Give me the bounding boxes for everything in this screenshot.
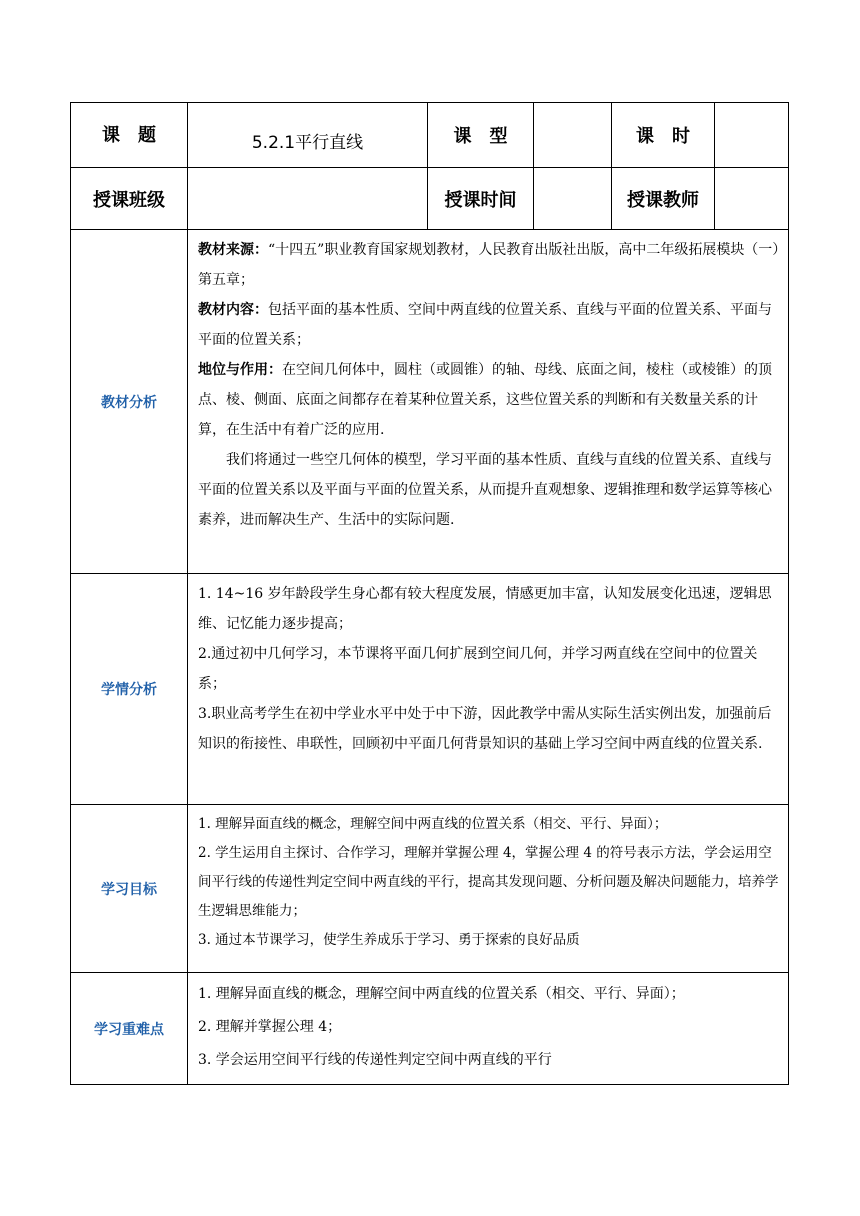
objectives-label: 学习目标	[71, 805, 188, 973]
header-row-topic	[71, 103, 789, 168]
textbook-content	[198, 295, 780, 355]
student-analysis-row	[71, 574, 789, 805]
key-points-row	[71, 973, 789, 1085]
teacher-value	[715, 168, 789, 230]
objectives-content	[188, 805, 789, 973]
student-analysis-content	[188, 574, 789, 805]
teacher-label: 授课教师	[612, 168, 715, 230]
header-row-class	[71, 168, 789, 230]
student-item: 1. 14~16 岁年龄段学生身心都有较大程度发展，情感更加丰富，认知发展变化迅速，逻辑思维、记忆能力逐步提高；	[198, 586, 772, 632]
key-point-item: 1. 理解异面直线的概念，理解空间中两直线的位置关系（相交、平行、异面）；	[198, 986, 685, 1002]
time-value	[534, 168, 612, 230]
hours-value	[715, 103, 789, 168]
textbook-analysis-content	[188, 230, 789, 574]
objective-item: 3. 通过本节课学习，使学生养成乐于学习、勇于探索的良好品质	[198, 932, 580, 948]
source-text: “十四五”职业教育国家规划教材，人民教育出版社出版，高中二年级拓展模块（一）第五章；	[198, 242, 780, 288]
type-label: 课 型	[428, 103, 534, 168]
key-point-item: 2. 理解并掌握公理 4；	[198, 1019, 342, 1035]
student-item: 2.通过初中几何学习，本节课将平面几何扩展到空间几何，并学习两直线在空间中的位置关系；	[198, 646, 758, 692]
student-item: 3.职业高考学生在初中学业水平中处于中下游，因此教学中需从实际生活实例出发，加强前后知识的衔接性、串联性，回顾初中平面几何背景知识的基础上学习空间中两直线的位置关系.	[198, 706, 772, 752]
key-points-label: 学习重难点	[71, 973, 188, 1085]
content-text: 包括平面的基本性质、空间中两直线的位置关系、直线与平面的位置关系、平面与平面的位置关系；	[198, 302, 772, 348]
topic-label: 课 题	[71, 103, 188, 168]
objectives-row	[71, 805, 789, 973]
class-label: 授课班级	[71, 168, 188, 230]
textbook-analysis-row	[71, 230, 789, 574]
key-points-content	[188, 973, 789, 1085]
topic-value: 5.2.1平行直线	[188, 103, 428, 168]
class-value	[188, 168, 428, 230]
source-label: 教材来源：	[198, 242, 268, 258]
lesson-plan-table	[70, 102, 789, 1085]
objective-item: 2. 学生运用自主探讨、合作学习，理解并掌握公理 4，掌握公理 4 的符号表示方法，学会运用空间平行线的传递性判定空间中两直线的平行，提高其发现问题、分析问题及解决问题能力，培养学生逻辑思维能力；	[198, 845, 779, 919]
objective-item: 1. 理解异面直线的概念，理解空间中两直线的位置关系（相交、平行、异面）；	[198, 816, 668, 832]
textbook-role	[198, 355, 780, 445]
role-text: 在空间几何体中，圆柱（或圆锥）的轴、母线、底面之间，棱柱（或棱锥）的顶点、棱、侧面、底面之间都存在着某种位置关系，这些位置关系的判断和有关数量关系的计算，在生活中有着广泛的应用.	[198, 362, 772, 438]
student-analysis-label: 学情分析	[71, 574, 188, 805]
role-label: 地位与作用：	[198, 362, 282, 378]
time-label: 授课时间	[428, 168, 534, 230]
content-label: 教材内容：	[198, 302, 268, 318]
type-value	[534, 103, 612, 168]
hours-label: 课 时	[612, 103, 715, 168]
textbook-analysis-label: 教材分析	[71, 230, 188, 574]
key-point-item: 3. 学会运用空间平行线的传递性判定空间中两直线的平行	[198, 1052, 552, 1068]
textbook-source	[198, 235, 780, 295]
textbook-summary: 我们将通过一些空几何体的模型，学习平面的基本性质、直线与直线的位置关系、直线与平面的位置关系以及平面与平面的位置关系，从而提升直观想象、逻辑推理和数学运算等核心素养，进而解决生产、生活中的实际问题.	[198, 452, 772, 528]
